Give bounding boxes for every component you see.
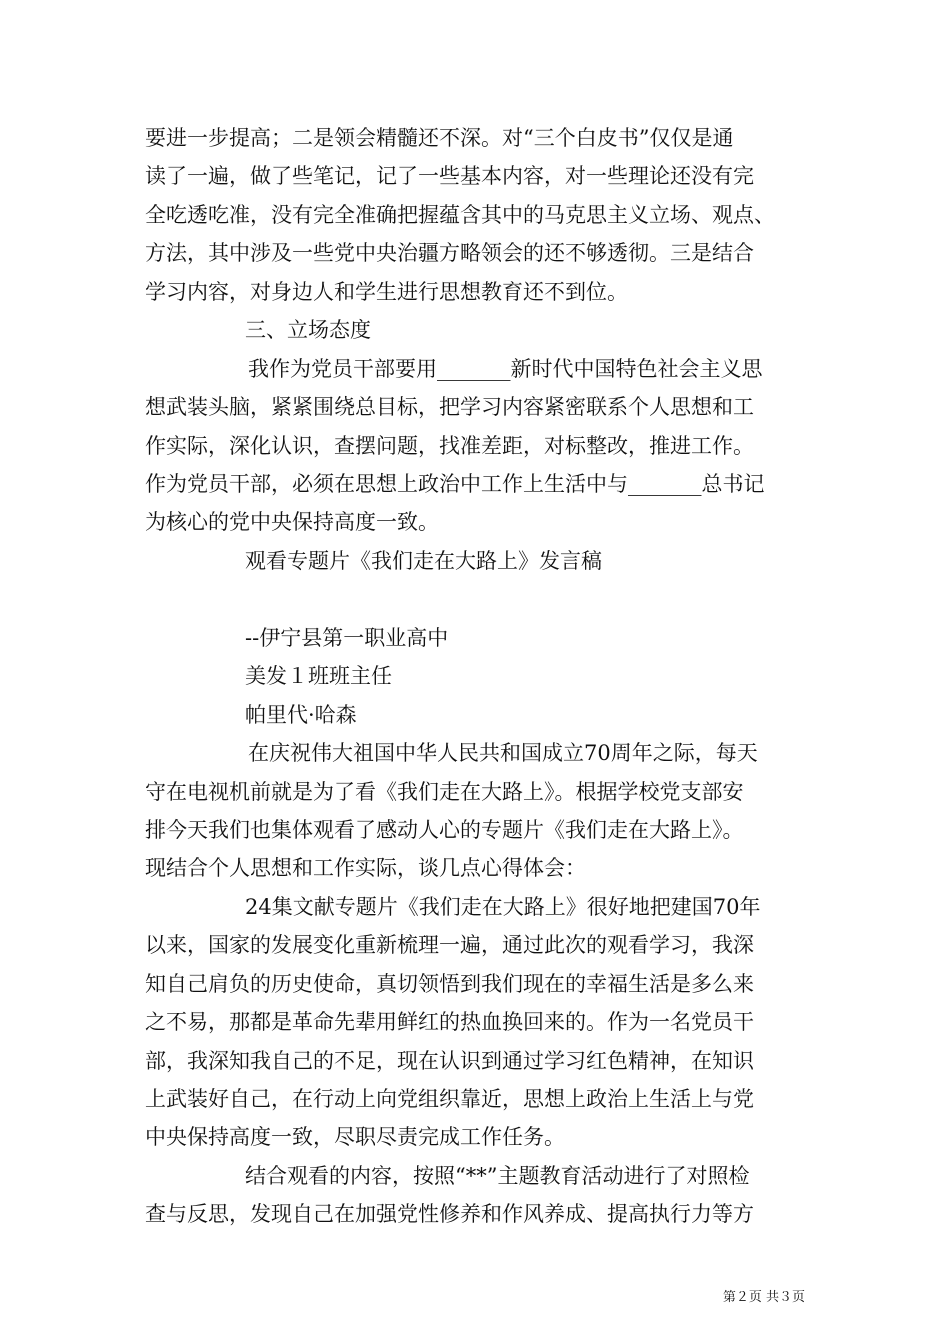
author-school: --伊宁县第一职业高中 xyxy=(245,626,449,650)
section-heading: 三、立场态度 xyxy=(245,318,371,342)
text-line: 知自己肩负的历史使命，真切领悟到我们现在的幸福生活是多么来 xyxy=(145,972,754,996)
text-line: 读了一遍，做了些笔记，记了一些基本内容，对一些理论还没有完 xyxy=(145,164,754,188)
text-line: 全吃透吃准，没有完全准确把握蕴含其中的马克思主义立场、观点、 xyxy=(145,203,775,227)
text-line: 中央保持高度一致，尽职尽责完成工作任务。 xyxy=(145,1125,565,1149)
text-line: 守在电视机前就是为了看《我们走在大路上》。根据学校党支部安 xyxy=(145,780,744,804)
text-line: 排今天我们也集体观看了感动人心的专题片《我们走在大路上》。 xyxy=(145,818,744,842)
text-line: 为核心的党中央保持高度一致。 xyxy=(145,510,439,534)
text-line: 想武装头脑，紧紧围绕总目标，把学习内容紧密联系个人思想和工 xyxy=(145,395,754,419)
page-number: 第２页 共３页 xyxy=(722,1290,805,1305)
text-line: 查与反思，发现自己在加强党性修养和作风养成、提高执行力等方 xyxy=(145,1202,754,1226)
text-line: 在庆祝伟大祖国中华人民共和国成立70周年之际，每天 xyxy=(248,741,758,765)
text-line: 方法，其中涉及一些党中央治疆方略领会的还不够透彻。三是结合 xyxy=(145,241,754,265)
text-line: 之不易，那都是革命先辈用鲜红的热血换回来的。作为一名党员干 xyxy=(145,1010,754,1034)
text-line: 24集文献专题片《我们走在大路上》很好地把建国70年 xyxy=(245,895,761,919)
text-line: 现结合个人思想和工作实际，谈几点心得体会： xyxy=(145,856,586,880)
text-line: 以来，国家的发展变化重新梳理一遍，通过此次的观看学习，我深 xyxy=(145,933,754,957)
speech-title: 观看专题片《我们走在大路上》发言稿 xyxy=(245,549,602,573)
text-line: 我作为党员干部要用_______新时代中国特色社会主义思 xyxy=(248,357,763,381)
text-line: 结合观看的内容，按照“**”主题教育活动进行了对照检 xyxy=(245,1164,750,1188)
text-line: 作实际，深化认识，查摆问题，找准差距，对标整改，推进工作。 xyxy=(145,434,754,458)
text-line: 上武装好自己，在行动上向党组织靠近，思想上政治上生活上与党 xyxy=(145,1087,754,1111)
author-class: 美发１班班主任 xyxy=(245,664,392,688)
text-line: 学习内容，对身边人和学生进行思想教育还不到位。 xyxy=(145,280,628,304)
text-line: 要进一步提高；二是领会精髓还不深。对“三个白皮书”仅仅是通 xyxy=(145,126,734,150)
author-name: 帕里代·哈森 xyxy=(245,703,357,727)
text-line: 部，我深知我自己的不足，现在认识到通过学习红色精神，在知识 xyxy=(145,1049,754,1073)
text-line: 作为党员干部，必须在思想上政治中工作上生活中与_______总书记 xyxy=(145,472,765,496)
